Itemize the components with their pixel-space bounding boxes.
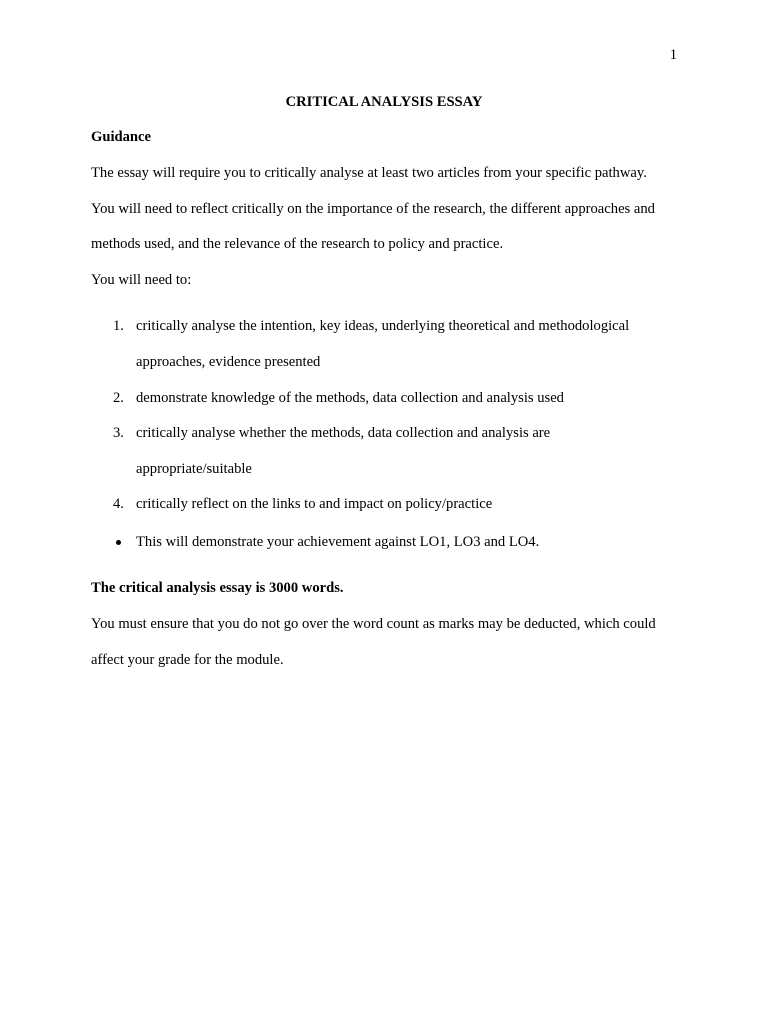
intro-line: The essay will require you to critically analyse at least two articles from your specific pathway. <box>91 165 647 181</box>
list-number: 4. <box>113 496 124 512</box>
list-item-text: demonstrate knowledge of the methods, data collection and analysis used <box>136 390 564 406</box>
closing-line: affect your grade for the module. <box>91 652 284 668</box>
list-number: 1. <box>113 318 124 334</box>
bullet-icon <box>116 540 121 545</box>
bullet-text: This will demonstrate your achievement against LO1, LO3 and LO4. <box>136 534 540 550</box>
list-number: 2. <box>113 390 124 406</box>
closing-line: You must ensure that you do not go over the word count as marks may be deducted, which could <box>91 616 656 632</box>
word-count-statement: The critical analysis essay is 3000 words. <box>91 580 344 596</box>
guidance-heading: Guidance <box>91 129 152 145</box>
intro-line: methods used, and the relevance of the research to policy and practice. <box>91 236 504 252</box>
list-item-text: approaches, evidence presented <box>136 354 321 370</box>
document-title: CRITICAL ANALYSIS ESSAY <box>285 94 483 110</box>
list-item-text: critically analyse whether the methods, data collection and analysis are <box>136 425 551 441</box>
you-will-need-label: You will need to: <box>91 272 192 288</box>
intro-line: You will need to reflect critically on the importance of the research, the different approaches and <box>91 201 655 217</box>
list-item-text: critically analyse the intention, key ideas, underlying theoretical and methodological <box>136 318 630 334</box>
list-item-text: appropriate/suitable <box>136 461 252 477</box>
page-number: 1 <box>669 47 677 63</box>
list-item-text: critically reflect on the links to and impact on policy/practice <box>136 496 493 512</box>
list-number: 3. <box>113 425 124 441</box>
